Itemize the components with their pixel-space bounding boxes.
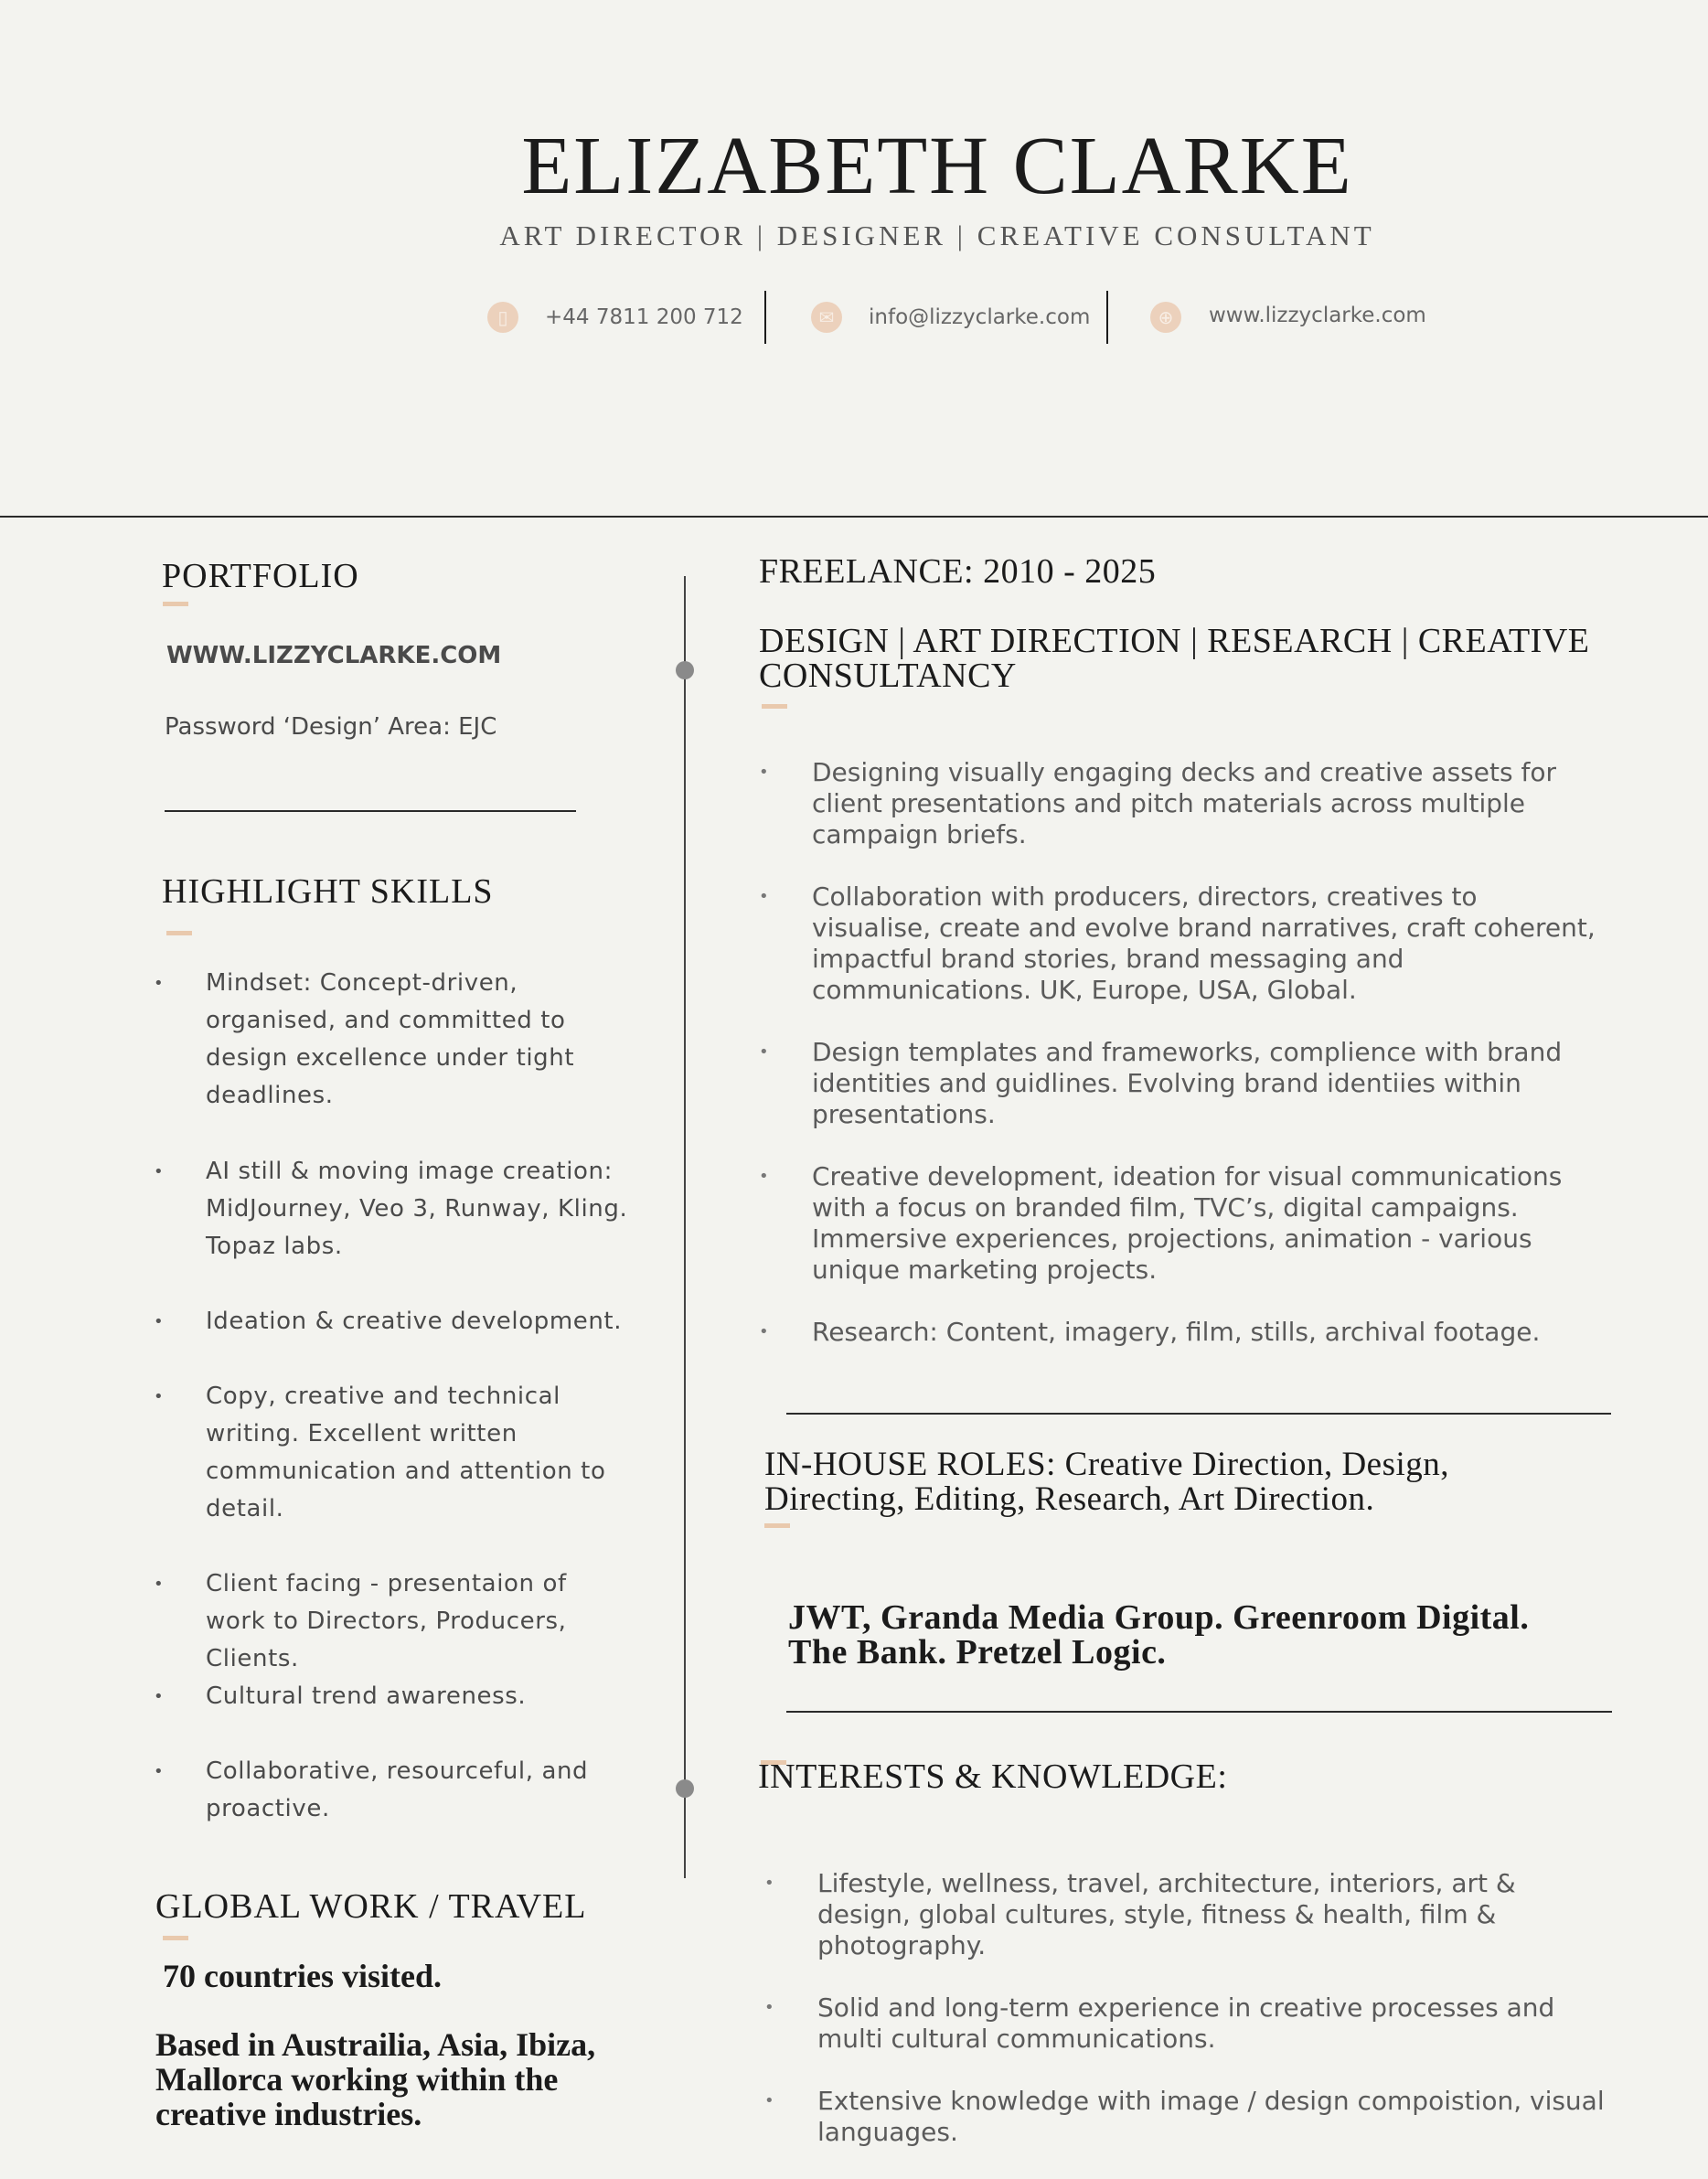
countries-visited: 70 countries visited. <box>163 1958 442 1994</box>
freelance-list <box>759 757 1600 1379</box>
timeline-line <box>684 576 686 1878</box>
accent-bar <box>166 931 192 935</box>
skill-item: • Collaborative, resourceful, and proactive. <box>154 1757 589 1822</box>
contact-divider <box>764 291 766 344</box>
section-divider <box>786 1413 1611 1415</box>
portfolio-link[interactable]: WWW.LIZZYCLARKE.COM <box>166 642 502 669</box>
phone-icon: ▯ <box>487 302 518 333</box>
skills-heading: HIGHLIGHT SKILLS <box>162 872 494 911</box>
phone-number: +44 7811 200 712 <box>545 305 743 329</box>
page-title: ELIZABETH CLARKE <box>521 121 1353 211</box>
global-heading: GLOBAL WORK / TRAVEL <box>155 1887 587 1926</box>
section-divider <box>786 1711 1612 1713</box>
interests-list <box>764 1868 1606 2179</box>
list-item: • Collaboration with producers, directors, creatives to visualise, create and evolve brand narratives, craft coherent, impactful brand stories, brand messaging and communications. UK, Europe, USA, Global. <box>759 881 1596 1005</box>
accent-bar <box>163 1936 188 1940</box>
list-item: • Solid and long-term experience in creative processes and multi cultural communications. <box>764 1992 1555 2054</box>
list-item: • Extensive knowledge with image / design compoistion, visual languages. <box>764 2086 1605 2147</box>
contact-divider <box>1106 291 1108 344</box>
list-item: • Research: Content, imagery, film, stills, archival footage. <box>759 1317 1541 1347</box>
website-link[interactable]: www.lizzyclarke.com <box>1209 304 1426 327</box>
accent-bar <box>762 704 787 709</box>
skill-item: • Client facing - presentaion of work to Directors, Producers, Clients. <box>154 1570 567 1672</box>
timeline-dot <box>676 1779 694 1798</box>
freelance-heading: FREELANCE: 2010 - 2025 <box>759 552 1157 591</box>
inhouse-companies: JWT, Granda Media Group. Greenroom Digital. The Bank. Pretzel Logic. <box>788 1598 1530 1672</box>
portfolio-password: Password ‘Design’ Area: EJC <box>165 713 497 741</box>
email-icon: ✉ <box>811 302 842 333</box>
globe-icon: ⊕ <box>1150 302 1181 333</box>
timeline-dot <box>676 661 694 679</box>
based-in: Based in Austrailia, Asia, Ibiza, Mallorca working within the creative industries. <box>155 2026 596 2132</box>
skill-item: • Copy, creative and technical writing. Excellent written communication and attention to detail. <box>154 1383 606 1522</box>
section-divider <box>165 810 576 812</box>
inhouse-heading: IN-HOUSE ROLES: Creative Direction, Design, Directing, Editing, Research, Art Direction. <box>764 1446 1450 1518</box>
email-link[interactable]: info@lizzyclarke.com <box>869 305 1091 329</box>
accent-bar <box>764 1523 790 1528</box>
list-item: • Designing visually engaging decks and creative assets for client presentations and pitch materials across multiple campaign briefs. <box>759 757 1556 849</box>
list-item: • Design templates and frameworks, complience with brand identities and guidlines. Evolving brand identiies within presentations. <box>759 1037 1563 1129</box>
list-item: • Lifestyle, wellness, travel, architecture, interiors, art & design, global cultures, style, fitness & health, film & photography. <box>764 1868 1516 1960</box>
list-item: • Creative development, ideation for visual communications with a focus on branded film, TVC’s, digital campaigns. Immersive experiences, projections, animation - various unique marketing projects. <box>759 1161 1563 1285</box>
freelance-subheading: DESIGN | ART DIRECTION | RESEARCH | CREATIVE CONSULTANCY <box>759 622 1590 695</box>
skill-item: • Mindset: Concept-driven, organised, and committed to design excellence under tight deadlines. <box>154 969 575 1109</box>
skill-item: • Ideation & creative development. <box>154 1308 623 1335</box>
portfolio-heading: PORTFOLIO <box>162 557 359 595</box>
job-title-subtitle: ART DIRECTOR | DESIGNER | CREATIVE CONSULTANT <box>499 219 1375 251</box>
interests-heading: INTERESTS & KNOWLEDGE: <box>758 1757 1228 1796</box>
skill-item: • Cultural trend awareness. <box>154 1682 527 1710</box>
accent-bar <box>163 602 188 606</box>
header-divider <box>0 516 1708 518</box>
skill-item: • AI still & moving image creation: MidJourney, Veo 3, Runway, Kling. Topaz labs. <box>154 1158 628 1260</box>
